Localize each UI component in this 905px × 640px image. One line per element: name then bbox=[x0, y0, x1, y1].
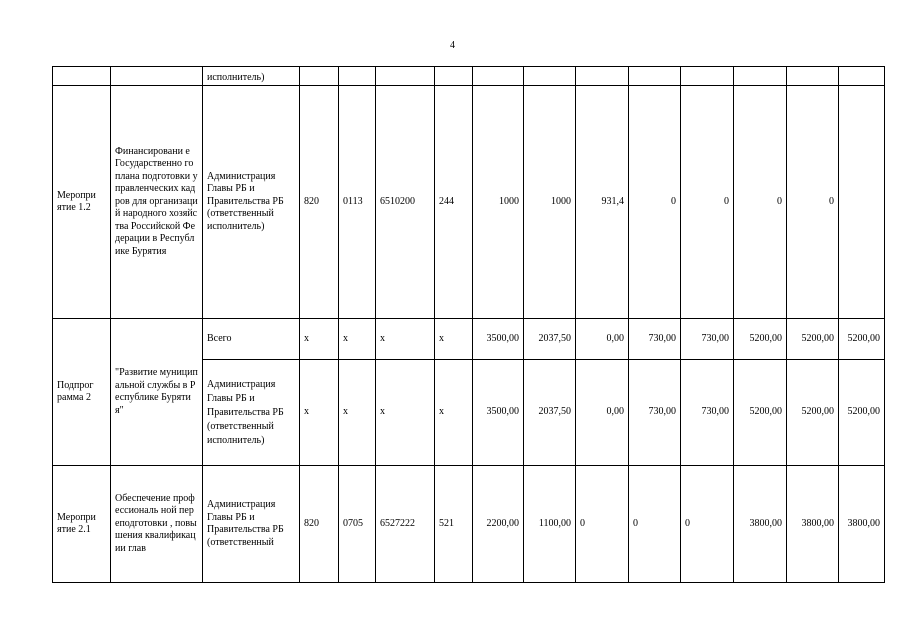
value-cell: 1000 bbox=[473, 86, 524, 319]
rzpr-cell: 0113 bbox=[339, 86, 376, 319]
value-cell: 0 bbox=[629, 86, 681, 319]
grbs-cell: x bbox=[300, 360, 339, 466]
value-cell: 2037,50 bbox=[524, 360, 576, 466]
csr-cell: 6527222 bbox=[376, 466, 435, 583]
value-cell: 2037,50 bbox=[524, 319, 576, 360]
value-cell: 3500,00 bbox=[473, 319, 524, 360]
row-label: Подпрог рамма 2 bbox=[53, 319, 111, 466]
table-row bbox=[53, 319, 885, 360]
row-label: Меропри ятие 1.2 bbox=[53, 86, 111, 319]
value-cell: 5200,00 bbox=[839, 360, 885, 466]
row-label: Меропри ятие 2.1 bbox=[53, 466, 111, 583]
grbs-cell: x bbox=[300, 319, 339, 360]
description-cell: Финансировани е Государственно го плана подготовки управленческих кадров для организаций народного хозяйства Российской Федерации в Республике Бурятия bbox=[111, 86, 203, 319]
value-cell: 5200,00 bbox=[734, 360, 787, 466]
executor-cell: Администрация Главы РБ и Правительства РБ (ответственный исполнитель) bbox=[203, 86, 300, 319]
value-cell: 3500,00 bbox=[473, 360, 524, 466]
description-cell: "Развитие муниципальной службы в Республике Бурятия" bbox=[111, 319, 203, 466]
budget-table bbox=[52, 66, 885, 583]
rzpr-cell: 0705 bbox=[339, 466, 376, 583]
value-cell: 0 bbox=[681, 466, 734, 583]
value-cell: 0 bbox=[681, 86, 734, 319]
vr-cell: 244 bbox=[435, 86, 473, 319]
value-cell: 730,00 bbox=[681, 319, 734, 360]
value-cell: 3800,00 bbox=[839, 466, 885, 583]
value-cell: 0,00 bbox=[576, 360, 629, 466]
value-cell: 0 bbox=[576, 466, 629, 583]
value-cell: 931,4 bbox=[576, 86, 629, 319]
value-cell: 3800,00 bbox=[787, 466, 839, 583]
rzpr-cell: x bbox=[339, 360, 376, 466]
value-cell: 0 bbox=[629, 466, 681, 583]
csr-cell: x bbox=[376, 319, 435, 360]
value-cell: 730,00 bbox=[681, 360, 734, 466]
value-cell: 1000 bbox=[524, 86, 576, 319]
value-cell: 730,00 bbox=[629, 360, 681, 466]
value-cell: 1100,00 bbox=[524, 466, 576, 583]
value-cell: 0 bbox=[787, 86, 839, 319]
description-cell: Обеспечение профессиональ ной переподготовки , повышения квалификации глав bbox=[111, 466, 203, 583]
vr-cell: x bbox=[435, 319, 473, 360]
table-row bbox=[53, 466, 885, 583]
value-cell: 5200,00 bbox=[734, 319, 787, 360]
value-cell: 3800,00 bbox=[734, 466, 787, 583]
grbs-cell: 820 bbox=[300, 86, 339, 319]
page-number: 4 bbox=[450, 40, 455, 51]
csr-cell: 6510200 bbox=[376, 86, 435, 319]
vr-cell: x bbox=[435, 360, 473, 466]
value-cell: 5200,00 bbox=[787, 319, 839, 360]
executor-cell: Администрация Главы РБ и Правительства РБ (ответственный исполнитель) bbox=[203, 360, 300, 466]
executor-cell: Всего bbox=[203, 319, 300, 360]
value-cell: 5200,00 bbox=[839, 319, 885, 360]
rzpr-cell: x bbox=[339, 319, 376, 360]
value-cell: 730,00 bbox=[629, 319, 681, 360]
value-cell: 5200,00 bbox=[787, 360, 839, 466]
table-row bbox=[53, 67, 885, 86]
executor-cell: Администрация Главы РБ и Правительства РБ (ответственный bbox=[203, 466, 300, 583]
executor-cell: исполнитель) bbox=[203, 67, 300, 86]
value-cell: 0 bbox=[734, 86, 787, 319]
value-cell: 2200,00 bbox=[473, 466, 524, 583]
vr-cell: 521 bbox=[435, 466, 473, 583]
grbs-cell: 820 bbox=[300, 466, 339, 583]
value-cell: 0,00 bbox=[576, 319, 629, 360]
csr-cell: x bbox=[376, 360, 435, 466]
table-row bbox=[53, 86, 885, 319]
